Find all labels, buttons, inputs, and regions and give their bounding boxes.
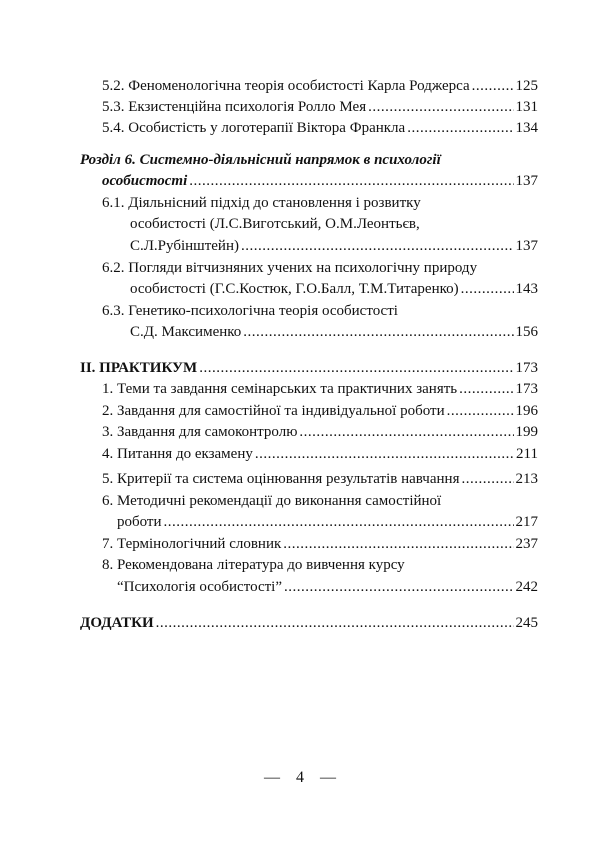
toc-item-2[interactable] <box>0 400 600 422</box>
toc-page-number: 199 <box>515 424 538 440</box>
toc-item-6-l2 <box>0 511 600 533</box>
toc-entry-6-2[interactable] <box>0 257 600 279</box>
leader-dots <box>156 612 514 634</box>
toc-entry-title: 6.2. Погляди вітчизняних учених на психологічну природу <box>102 260 478 276</box>
leader-dots <box>189 170 513 192</box>
toc-section-6[interactable] <box>0 149 600 171</box>
toc-page-number: 173 <box>515 360 538 376</box>
toc-entry-6-1-l2 <box>0 213 600 235</box>
toc-entry-title: 6.3. Генетико-психологічна теорія особистості <box>102 303 398 319</box>
leader-dots <box>284 576 514 598</box>
leader-dots <box>447 400 514 422</box>
toc-entry-title: 5.3. Екзистенційна психологія Ролло Мея <box>102 99 367 115</box>
toc-entry-6-1-l3 <box>0 235 600 257</box>
toc-page-number: 211 <box>516 446 538 462</box>
leader-dots <box>368 96 513 118</box>
toc-item-4[interactable] <box>0 443 600 465</box>
toc-page-number: 131 <box>515 99 538 115</box>
leader-dots <box>164 511 514 533</box>
toc-page-number: 213 <box>515 471 538 487</box>
toc-page-number: 143 <box>515 281 538 297</box>
toc-page-number: 245 <box>515 615 538 631</box>
toc-entry-6-1[interactable] <box>0 192 600 214</box>
toc-page-number: 217 <box>515 514 538 530</box>
toc-entry-6-3[interactable] <box>0 300 600 322</box>
toc-entry-title: 1. Теми та завдання семінарських та практичних занять <box>102 381 458 397</box>
leader-dots <box>461 278 514 300</box>
toc-page-number: 237 <box>515 536 538 552</box>
toc-entry-title-cont: особистості (Г.С.Костюк, Г.О.Балл, Т.М.Титаренко) <box>130 281 459 297</box>
toc-entry-title-cont: С.Д. Максименко <box>130 324 242 340</box>
toc-item-1[interactable] <box>0 378 600 400</box>
toc-page-number: 137 <box>515 173 538 189</box>
toc-entry-title: 2. Завдання для самостійної та індивідуальної роботи <box>102 403 445 419</box>
leader-dots <box>199 357 513 379</box>
toc-page-number: 242 <box>515 579 538 595</box>
part-heading: ІІ. ПРАКТИКУМ <box>80 360 198 376</box>
toc-entry-title: 3. Завдання для самоконтролю <box>102 424 298 440</box>
page-footer <box>0 769 600 787</box>
leader-dots <box>461 468 513 490</box>
toc-entry-5-3[interactable] <box>0 96 600 118</box>
toc-item-7[interactable] <box>0 533 600 555</box>
toc-page-number: 137 <box>515 238 538 254</box>
toc-part-2[interactable] <box>0 357 600 379</box>
toc-entry-5-4[interactable] <box>0 117 600 139</box>
leader-dots <box>459 378 513 400</box>
leader-dots <box>299 421 513 443</box>
toc-page-number: 125 <box>515 78 538 94</box>
footer-dash-right: — <box>320 769 336 786</box>
toc-item-8[interactable] <box>0 554 600 576</box>
toc-appendices[interactable] <box>0 612 600 634</box>
leader-dots <box>283 533 513 555</box>
leader-dots <box>255 443 514 465</box>
leader-dots <box>241 235 514 257</box>
toc-entry-title-cont: роботи <box>117 514 162 530</box>
toc-entry-title: 6.1. Діяльнісний підхід до становлення і розвитку <box>102 195 421 211</box>
toc-entry-6-2-l2 <box>0 278 600 300</box>
section-heading-cont: особистості <box>102 173 188 189</box>
toc-entry-title: 6. Методичні рекомендації до виконання самостійної <box>102 493 442 509</box>
toc-entry-title: 8. Рекомендована література до вивчення курсу <box>102 557 405 573</box>
toc-item-6[interactable] <box>0 490 600 512</box>
toc-entry-title: 5.4. Особистість у логотерапії Віктора Франкла <box>102 120 406 136</box>
leader-dots <box>407 117 513 139</box>
toc-entry-6-3-l2 <box>0 321 600 343</box>
toc-page-number: 156 <box>515 324 538 340</box>
part-heading: ДОДАТКИ <box>80 615 154 631</box>
leader-dots <box>243 321 513 343</box>
toc-page-number: 173 <box>515 381 538 397</box>
toc-entry-title: 5.2. Феноменологічна теорія особистості Карла Роджерса <box>102 78 470 94</box>
toc-entry-title-cont: особистості (Л.С.Вигoтський, О.М.Леонтьєв, <box>130 216 420 232</box>
section-heading: Розділ 6. Системно-діяльнісний напрямок в психології <box>80 152 441 168</box>
toc-page-number: 196 <box>515 403 538 419</box>
footer-dash-left: — <box>264 769 280 786</box>
toc-entry-title: 7. Термінологічний словник <box>102 536 282 552</box>
toc-item-8-l2 <box>0 576 600 598</box>
leader-dots <box>472 75 514 97</box>
toc-entry-5-2[interactable] <box>0 75 600 97</box>
toc-item-5[interactable] <box>0 468 600 490</box>
toc-entry-title-cont: С.Л.Рубінштейн) <box>130 238 239 254</box>
toc-entry-title-cont: “Психологія особистості” <box>117 579 282 595</box>
toc-section-6-cont[interactable] <box>0 170 600 192</box>
toc-entry-title: 4. Питання до екзамену <box>102 446 253 462</box>
footer-page-number: 4 <box>296 769 304 786</box>
toc-entry-title: 5. Критерії та система оцінювання результатів навчання <box>102 471 460 487</box>
toc-page-number: 134 <box>515 120 538 136</box>
toc-item-3[interactable] <box>0 421 600 443</box>
